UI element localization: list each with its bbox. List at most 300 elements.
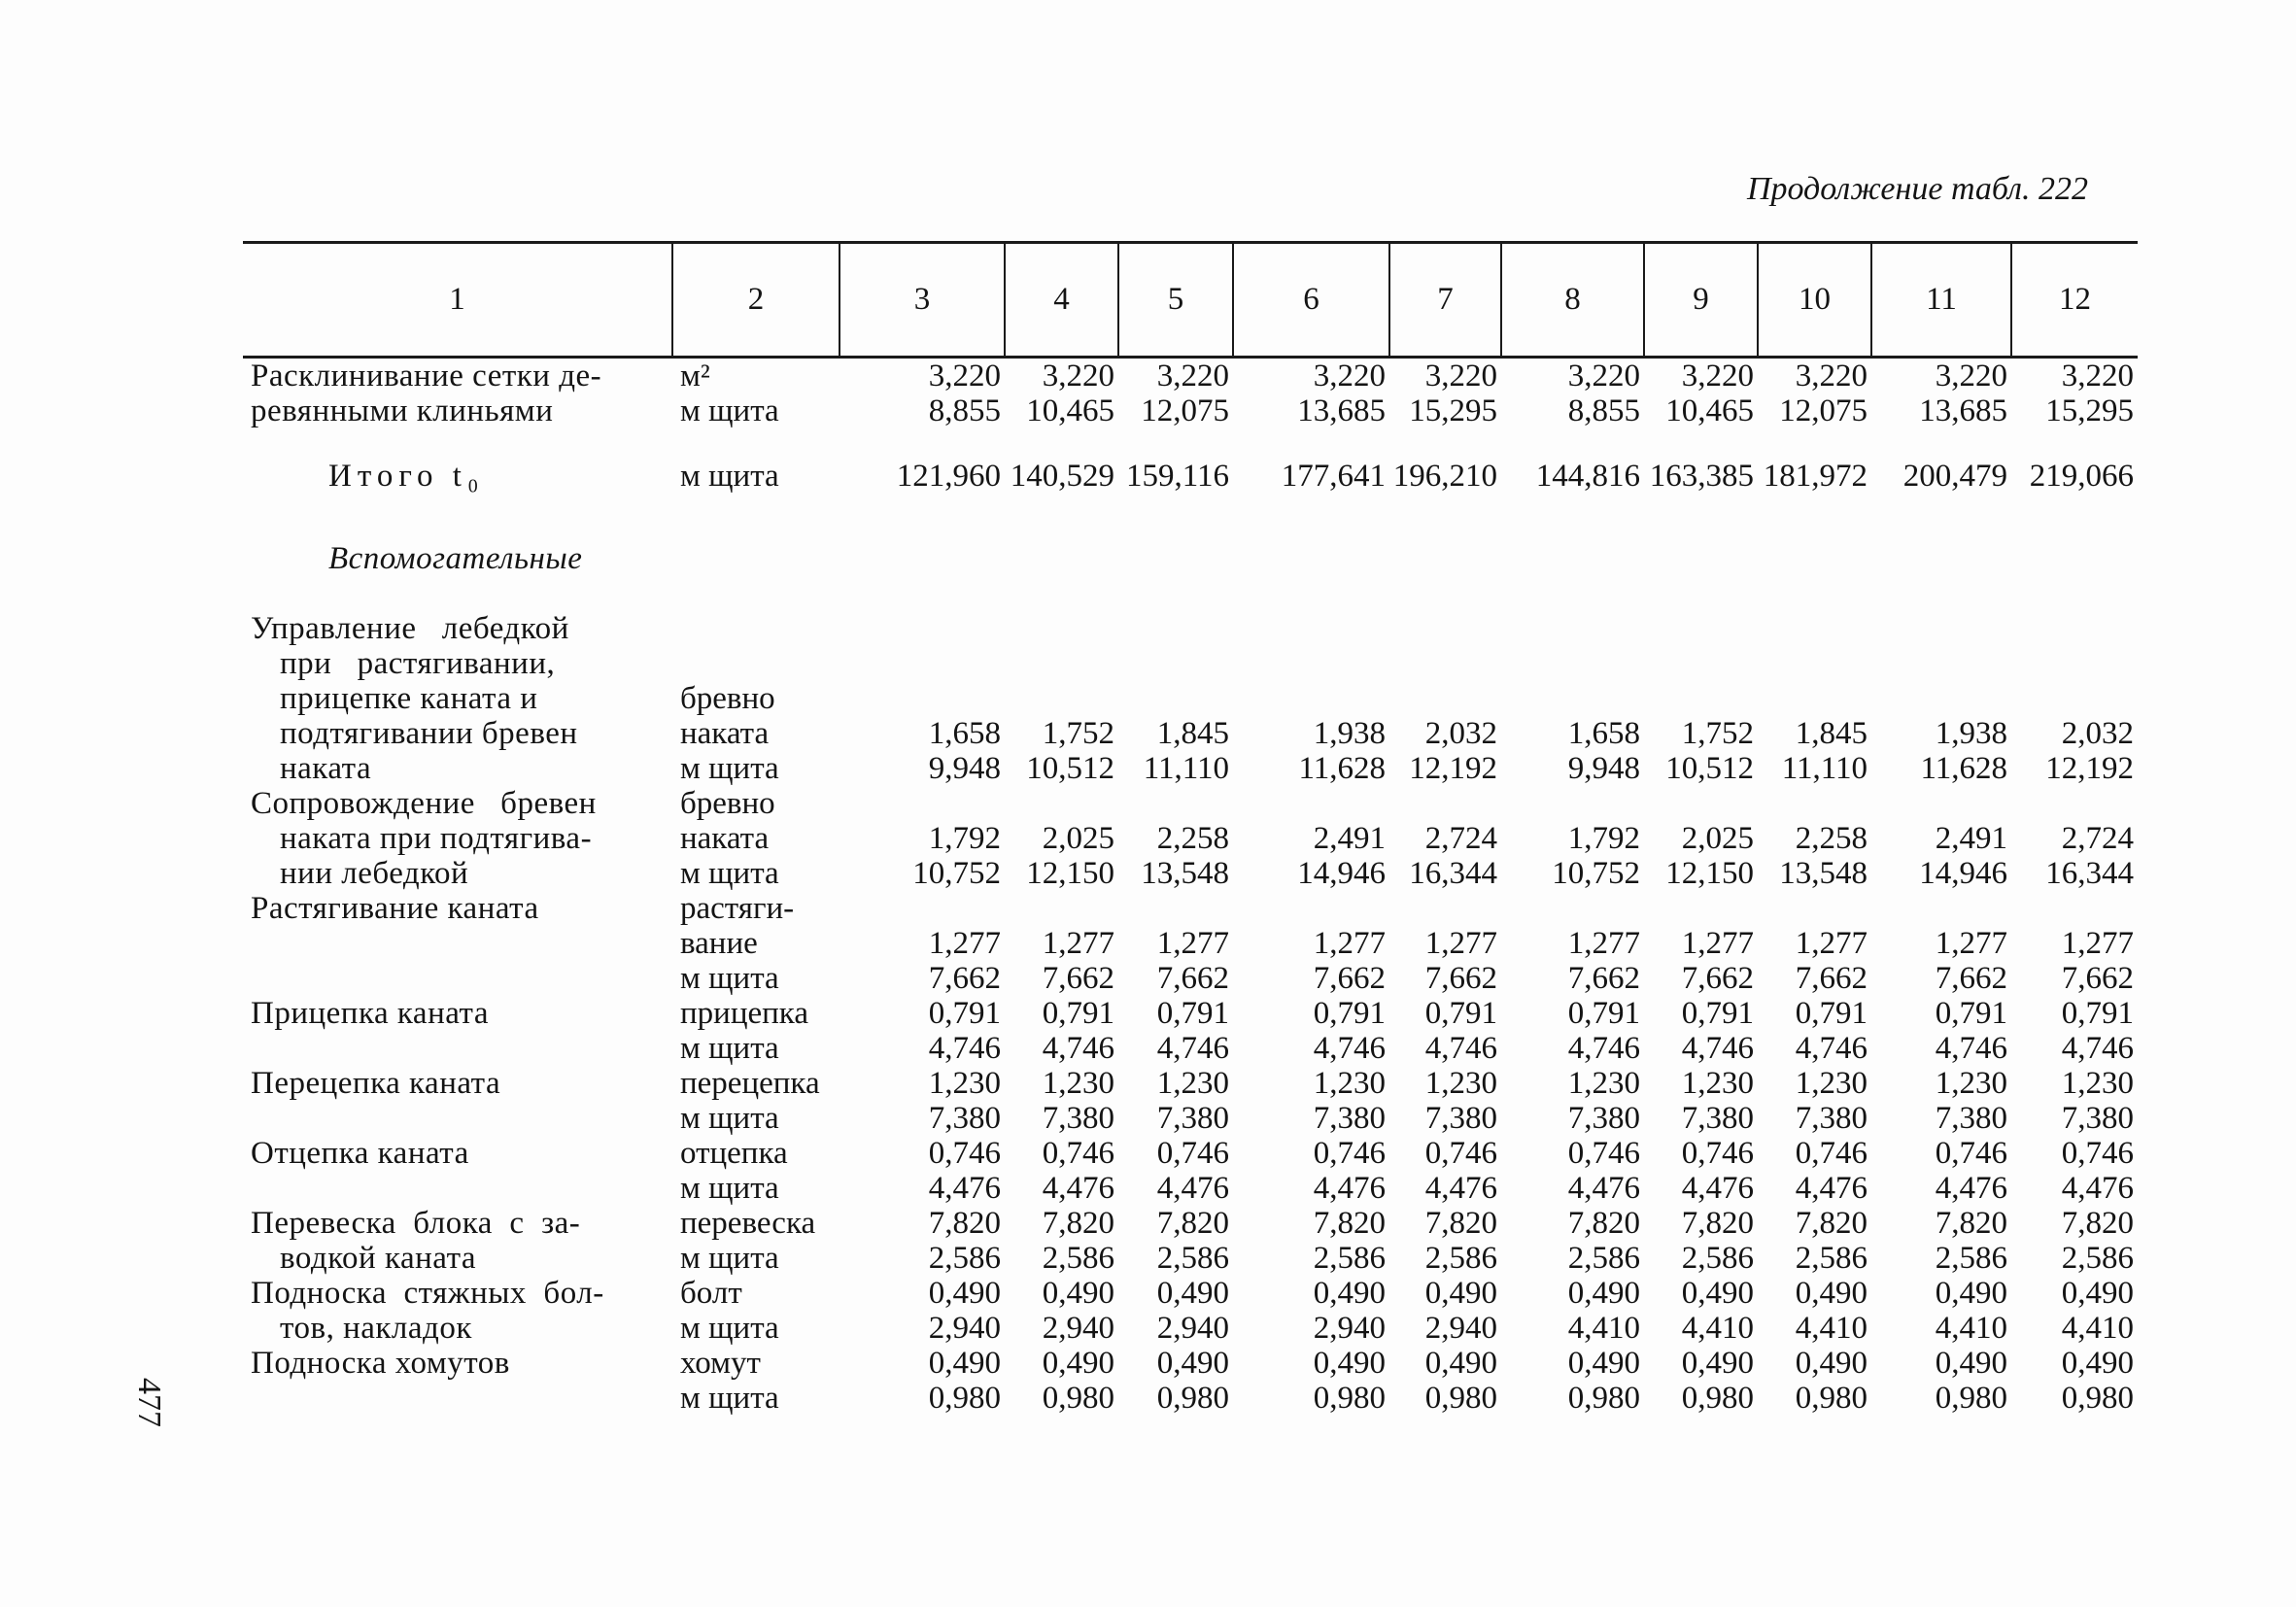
cell-value: 12,075 [1779,393,1868,428]
column-header-8: 8 [1501,243,1644,358]
cell-value [1871,786,2011,821]
cell-value: 4,746 [1313,1031,1386,1066]
table-row [243,716,2138,751]
table-row [243,1136,2138,1171]
cell-value: 0,490 [1424,1346,1497,1381]
page-number: 477 [131,1378,167,1427]
cell-value [1501,786,1644,821]
cell-value [1644,681,1758,716]
cell-value: 0,490 [2061,1276,2134,1311]
cell-value [840,646,1005,681]
cell-value: 11,110 [1143,751,1229,786]
cell-value: 0,791 [1681,996,1754,1031]
cell-value: 1,230 [1313,1066,1386,1101]
cell-value: 7,820 [1042,1206,1114,1241]
cell-value: 1,277 [1567,926,1640,961]
cell-value: 0,980 [1681,1381,1754,1416]
row-unit: м щита [680,393,779,428]
cell-value: 1,277 [928,926,1001,961]
row-label: Управление лебедкой [251,611,569,646]
row-label: подтягивании бревен [280,716,578,751]
cell-value: 2,025 [1681,821,1754,856]
table-row [243,751,2138,786]
cell-value: 4,476 [1424,1171,1497,1206]
cell-value: 7,380 [1681,1101,1754,1136]
row-unit: м щита [680,459,779,494]
cell-value [1233,428,1389,446]
cell-value [1389,428,1501,446]
row-unit: болт [680,1276,742,1311]
cell-value: 1,938 [1935,716,2007,751]
cell-value: 4,476 [1681,1171,1754,1206]
cell-value: 13,548 [1141,856,1229,891]
cell-value: 10,465 [1026,393,1114,428]
cell-value: 0,791 [2061,996,2134,1031]
row-label [243,446,672,506]
row-label: водкой каната [280,1241,477,1276]
cell-value: 7,820 [1313,1206,1386,1241]
cell-value: 0,980 [1795,1381,1868,1416]
cell-value: 1,230 [2061,1066,2134,1101]
cell-value: 1,277 [1424,926,1497,961]
row-unit: растяги- [680,891,795,926]
cell-value: 1,792 [928,821,1001,856]
cell-value [1118,611,1233,646]
cell-value [1118,428,1233,446]
cell-value: 2,032 [1424,716,1497,751]
cell-value [1871,428,2011,446]
column-header-2: 2 [672,243,840,358]
row-unit: м щита [680,1171,779,1206]
cell-value: 1,277 [1156,926,1229,961]
cell-value [1389,681,1501,716]
cell-value: 7,662 [1313,961,1386,996]
cell-value [1005,681,1118,716]
column-header-10: 10 [1758,243,1871,358]
cell-value: 9,948 [1567,751,1640,786]
row-label: Подноска хомутов [251,1346,510,1381]
cell-value [1758,428,1871,446]
cell-value: 4,746 [928,1031,1001,1066]
cell-value: 0,490 [1935,1276,2007,1311]
cell-value: 2,586 [1795,1241,1868,1276]
cell-value: 16,344 [2045,856,2134,891]
cell-value: 7,662 [2061,961,2134,996]
cell-value: 0,490 [1567,1346,1640,1381]
cell-value: 3,220 [1424,359,1497,393]
cell-value: 4,476 [1156,1171,1229,1206]
row-unit: м щита [680,1031,779,1066]
table-row [243,681,2138,716]
cell-value: 0,490 [1313,1346,1386,1381]
cell-value [840,611,1005,646]
table-row [243,1241,2138,1276]
cell-value: 1,230 [1795,1066,1868,1101]
cell-value: 2,258 [1156,821,1229,856]
cell-value [1644,646,1758,681]
row-label: нии лебедкой [280,856,469,891]
cell-value [840,681,1005,716]
cell-value: 3,220 [1795,359,1868,393]
cell-value: 1,277 [2061,926,2134,961]
table-row [243,611,2138,646]
row-label: Прицепка каната [251,996,489,1031]
cell-value: 12,192 [2045,751,2134,786]
cell-value: 4,746 [1567,1031,1640,1066]
cell-value: 4,746 [1042,1031,1114,1066]
cell-value [1758,891,1871,926]
cell-value: 4,410 [1567,1311,1640,1346]
cell-value: 159,116 [1125,459,1229,494]
cell-value: 1,938 [1313,716,1386,751]
row-unit: отцепка [680,1136,788,1171]
cell-value: 2,586 [1042,1241,1114,1276]
table-header-row [243,243,2138,358]
cell-value: 2,724 [1424,821,1497,856]
cell-value: 4,746 [1156,1031,1229,1066]
cell-value: 7,380 [928,1101,1001,1136]
cell-value: 0,980 [1935,1381,2007,1416]
cell-value: 0,490 [2061,1346,2134,1381]
cell-value: 4,746 [1681,1031,1754,1066]
cell-value: 7,820 [2061,1206,2134,1241]
table-body [243,358,2138,1417]
cell-value: 1,230 [928,1066,1001,1101]
cell-value: 0,746 [1156,1136,1229,1171]
cell-value: 7,380 [1567,1101,1640,1136]
cell-value: 1,277 [1795,926,1868,961]
cell-value: 7,380 [1935,1101,2007,1136]
table-caption: Продолжение табл. 222 [1746,171,2088,207]
cell-value: 4,476 [1935,1171,2007,1206]
cell-value [2011,891,2138,926]
row-unit: м щита [680,1311,779,1346]
cell-value: 0,791 [1424,996,1497,1031]
cell-value: 9,948 [928,751,1001,786]
cell-value: 2,586 [928,1241,1001,1276]
row-label: ревянными клиньями [251,393,554,428]
cell-value [840,428,1005,446]
cell-value: 1,230 [1424,1066,1497,1101]
column-header-11: 11 [1871,243,2011,358]
cell-value: 10,752 [912,856,1001,891]
cell-value: 121,960 [896,459,1001,494]
column-header-6: 6 [1233,243,1389,358]
cell-value: 11,628 [1920,751,2007,786]
cell-value: 7,380 [1424,1101,1497,1136]
cell-value: 4,746 [1935,1031,2007,1066]
cell-value: 7,380 [1042,1101,1114,1136]
cell-value: 0,746 [1681,1136,1754,1171]
table-row [243,856,2138,891]
table-row [243,1311,2138,1346]
cell-value: 3,220 [1935,359,2007,393]
cell-value [1758,786,1871,821]
cell-value: 7,662 [1681,961,1754,996]
cell-value: 144,816 [1535,459,1640,494]
cell-value: 2,940 [1424,1311,1497,1346]
row-label [243,1101,672,1136]
cell-value: 219,066 [2029,459,2134,494]
cell-value [1758,681,1871,716]
cell-value: 2,025 [1042,821,1114,856]
column-header-4: 4 [1005,243,1118,358]
data-table [243,241,2138,1416]
cell-value: 16,344 [1409,856,1497,891]
cell-value: 0,490 [1156,1276,1229,1311]
cell-value: 10,512 [1026,751,1114,786]
cell-value: 0,746 [928,1136,1001,1171]
table-row [243,1381,2138,1416]
cell-value: 7,380 [1795,1101,1868,1136]
cell-value: 177,641 [1281,459,1386,494]
table-row [243,1206,2138,1241]
cell-value: 3,220 [928,359,1001,393]
row-label: Сопровождение бревен [251,786,597,821]
cell-value: 13,685 [1297,393,1386,428]
cell-value: 1,845 [1156,716,1229,751]
row-label: Отцепка каната [251,1136,469,1171]
cell-value: 2,940 [1042,1311,1114,1346]
cell-value: 163,385 [1649,459,1754,494]
cell-value: 4,410 [1795,1311,1868,1346]
cell-value: 2,940 [1156,1311,1229,1346]
cell-value: 13,548 [1779,856,1868,891]
row-label: Перевеска блока с за- [251,1206,581,1241]
cell-value: 140,529 [1010,459,1114,494]
cell-value [1118,646,1233,681]
cell-value: 3,220 [1567,359,1640,393]
cell-value: 0,746 [1795,1136,1868,1171]
row-label [243,1031,672,1066]
cell-value: 0,490 [1156,1346,1229,1381]
cell-value: 0,791 [1795,996,1868,1031]
cell-value: 0,980 [928,1381,1001,1416]
cell-value: 0,980 [1567,1381,1640,1416]
row-unit: хомут [680,1346,761,1381]
cell-value [840,891,1005,926]
cell-value [1501,428,1644,446]
cell-value: 2,940 [1313,1311,1386,1346]
cell-value: 15,295 [1409,393,1497,428]
cell-value [1005,891,1118,926]
cell-value: 1,752 [1042,716,1114,751]
cell-value: 4,746 [1795,1031,1868,1066]
cell-value [1644,786,1758,821]
cell-value: 200,479 [1902,459,2007,494]
cell-value [1233,646,1389,681]
row-unit: м щита [680,1241,779,1276]
row-label: Подноска стяжных бол- [251,1276,604,1311]
cell-value: 4,476 [1567,1171,1640,1206]
row-label: при растягивании, [280,646,556,681]
row-unit: м щита [680,856,779,891]
cell-value: 2,586 [1935,1241,2007,1276]
cell-value: 7,662 [1156,961,1229,996]
cell-value [1118,891,1233,926]
row-unit: наката [680,821,770,856]
table-row [243,1031,2138,1066]
row-unit: м щита [680,751,779,786]
cell-value: 0,490 [1681,1346,1754,1381]
cell-value: 1,845 [1795,716,1868,751]
cell-value [1871,891,2011,926]
table-row [243,821,2138,856]
table-row [243,961,2138,996]
cell-value [1389,611,1501,646]
cell-value: 1,277 [1042,926,1114,961]
cell-value: 0,490 [1042,1346,1114,1381]
cell-value: 15,295 [2045,393,2134,428]
table-row [243,1101,2138,1136]
cell-value: 12,192 [1409,751,1497,786]
cell-value: 0,980 [1156,1381,1229,1416]
cell-value: 4,410 [1681,1311,1754,1346]
cell-value: 4,410 [2061,1311,2134,1346]
row-unit: м щита [680,1381,779,1416]
cell-value [1501,891,1644,926]
cell-value [840,786,1005,821]
row-label: прицепке каната и [280,681,538,716]
row-label [243,926,672,961]
cell-value: 1,230 [1042,1066,1114,1101]
cell-value: 14,946 [1297,856,1386,891]
cell-value: 4,410 [1935,1311,2007,1346]
cell-value: 4,746 [2061,1031,2134,1066]
cell-value: 0,791 [1156,996,1229,1031]
cell-value: 0,490 [1313,1276,1386,1311]
cell-value [1118,786,1233,821]
cell-value [1233,891,1389,926]
table-row [243,996,2138,1031]
cell-value: 7,820 [1567,1206,1640,1241]
cell-value: 0,490 [1795,1276,1868,1311]
cell-value: 1,277 [1681,926,1754,961]
cell-value [1871,681,2011,716]
cell-value [1389,786,1501,821]
row-label: Расклинивание сетки де- [251,359,602,393]
cell-value: 0,791 [1313,996,1386,1031]
row-unit: наката [680,716,770,751]
cell-value: 1,658 [1567,716,1640,751]
cell-value: 7,662 [1935,961,2007,996]
cell-value: 7,820 [1424,1206,1497,1241]
cell-value: 12,075 [1141,393,1229,428]
cell-value: 7,820 [1795,1206,1868,1241]
cell-value: 0,746 [1424,1136,1497,1171]
cell-value: 0,490 [1424,1276,1497,1311]
cell-value: 7,662 [928,961,1001,996]
row-unit: бревно [680,786,775,821]
cell-value: 1,230 [1935,1066,2007,1101]
table-row [243,1346,2138,1381]
table-row [243,393,2138,428]
cell-value: 0,791 [1567,996,1640,1031]
cell-value [1233,786,1389,821]
cell-value: 12,150 [1665,856,1754,891]
cell-value [1389,646,1501,681]
column-header-12: 12 [2011,243,2138,358]
cell-value: 3,220 [2061,359,2134,393]
cell-value [1644,891,1758,926]
cell-value: 8,855 [1567,393,1640,428]
cell-value: 0,980 [1424,1381,1497,1416]
cell-value: 7,380 [1156,1101,1229,1136]
cell-value: 3,220 [1042,359,1114,393]
cell-value: 2,491 [1935,821,2007,856]
cell-value: 11,110 [1781,751,1868,786]
cell-value: 7,820 [1681,1206,1754,1241]
table-row [243,446,2138,506]
cell-value: 0,791 [1935,996,2007,1031]
row-label: наката при подтягива- [280,821,593,856]
cell-value [1389,891,1501,926]
cell-value: 2,586 [1156,1241,1229,1276]
cell-value: 181,972 [1763,459,1868,494]
cell-value [2011,428,2138,446]
cell-value: 11,628 [1298,751,1386,786]
cell-value: 2,258 [1795,821,1868,856]
cell-value: 1,277 [1313,926,1386,961]
column-header-1: 1 [243,243,672,358]
cell-value: 2,032 [2061,716,2134,751]
row-unit [672,428,840,446]
table-row [243,1066,2138,1101]
table-row [243,428,2138,446]
cell-value: 0,490 [1042,1276,1114,1311]
cell-value: 0,490 [928,1276,1001,1311]
cell-value: 1,752 [1681,716,1754,751]
cell-value [1118,681,1233,716]
column-header-3: 3 [840,243,1005,358]
cell-value: 1,658 [928,716,1001,751]
cell-value: 2,491 [1313,821,1386,856]
row-label [243,506,2138,611]
cell-value [1005,428,1118,446]
cell-value [2011,611,2138,646]
cell-value: 1,277 [1935,926,2007,961]
cell-value: 0,490 [1795,1346,1868,1381]
cell-value: 4,476 [1795,1171,1868,1206]
column-header-7: 7 [1389,243,1501,358]
cell-value [2011,681,2138,716]
cell-value: 1,792 [1567,821,1640,856]
row-unit [672,611,840,646]
cell-value: 0,746 [1313,1136,1386,1171]
cell-value: 1,230 [1681,1066,1754,1101]
table-row [243,358,2138,394]
row-unit: перевеска [680,1206,816,1241]
row-unit [672,646,840,681]
cell-value: 4,476 [2061,1171,2134,1206]
cell-value: 7,820 [928,1206,1001,1241]
cell-value: 0,791 [928,996,1001,1031]
section-title: Вспомогательные [328,541,583,576]
cell-value: 0,746 [1935,1136,2007,1171]
cell-value: 0,980 [1313,1381,1386,1416]
cell-value: 0,490 [928,1346,1001,1381]
cell-value [1758,646,1871,681]
table-row [243,506,2138,611]
cell-value: 2,586 [1681,1241,1754,1276]
cell-value: 4,476 [1042,1171,1114,1206]
cell-value: 2,586 [1313,1241,1386,1276]
cell-value: 14,946 [1919,856,2007,891]
row-label: Перецепка каната [251,1066,501,1101]
total-label: Итого t₀ [328,459,485,494]
cell-value: 2,586 [2061,1241,2134,1276]
cell-value: 10,465 [1665,393,1754,428]
